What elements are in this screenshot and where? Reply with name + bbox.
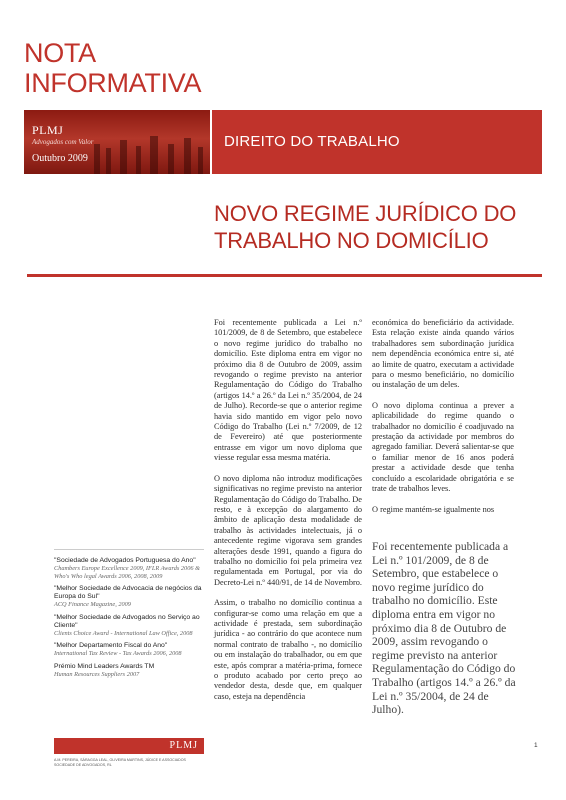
page-number: 1 bbox=[534, 742, 538, 749]
title-divider bbox=[27, 274, 542, 277]
award-title: "Sociedade de Advogados Portuguesa do Ano" bbox=[54, 557, 196, 564]
award-item bbox=[54, 663, 204, 679]
awards-divider bbox=[54, 549, 204, 550]
award-item bbox=[54, 642, 204, 658]
award-source: Human Resources Suppliers 2007 bbox=[54, 670, 140, 678]
award-item bbox=[54, 585, 204, 609]
article-column-2 bbox=[372, 318, 514, 525]
article-title-line2: TRABALHO NO DOMICÍLIO bbox=[214, 228, 489, 253]
award-title: "Melhor Departamento Fiscal do Ano" bbox=[54, 642, 168, 650]
banner-photo bbox=[24, 110, 210, 174]
paragraph: O novo diploma continua a prever a aplicabilidade do regime quando o trabalhador no domicílio é coadjuvado na prestação da actividade por membros do agregado familiar. Deverá salientar-se que o familiar menor de 16 anos poderá prestar a actividade desde que tenha concluído a escolaridade obrigatória e se trate de trabalhos leves. bbox=[372, 400, 514, 494]
issue-date: Outubro 2009 bbox=[32, 153, 88, 164]
awards-list bbox=[54, 557, 204, 684]
newsletter-title-line2: INFORMATIVA bbox=[24, 68, 202, 98]
award-title: Prémio Mind Leaders Awards TM bbox=[54, 662, 155, 670]
footer-firm-name bbox=[54, 758, 224, 768]
award-item bbox=[54, 557, 204, 580]
paragraph: O regime mantém-se igualmente nos bbox=[372, 504, 495, 514]
article-column-1 bbox=[214, 318, 362, 712]
section-bar bbox=[212, 110, 542, 174]
paragraph: económica do beneficiário da actividade. Esta relação existe ainda quando vários trabalhadores sem subordinação jurídica nem dependência económica entre si, até ao limite de quatro, executam a actividade para o mesmo beneficiário, no domicílio ou instalação de um deles. bbox=[372, 318, 514, 390]
newsletter-title bbox=[24, 38, 244, 98]
brand-logo-text: PLMJ bbox=[32, 123, 64, 137]
award-source: Clients Choice Award - International Law Office, 2008 bbox=[54, 629, 193, 637]
award-title: "Melhor Sociedade de Advogados no Serviço ao Cliente" bbox=[54, 613, 200, 629]
newsletter-title-line1: NOTA bbox=[24, 38, 96, 68]
paragraph: Foi recentemente publicada a Lei n.º 101/2009, de 8 de Setembro, que estabelece o novo regime jurídico do trabalho no domicílio. Este diploma entra em vigor no próximo dia 8 de Outubro de 2009, assim revogando o regime previsto na anterior Regulamentação do Código do Trabalho (artigos 14.º a 26.º da Lei n.º 35/2004, de 24 de Julho). Recorde-se que o anterior regime havia sido mantido em vigor pelo novo Código do Trabalho (Lei n.º 7/2009, de 12 de Fevereiro) até que posteriormente entrasse em vigor um novo diploma que viesse regular essa mesma matéria. bbox=[214, 318, 362, 463]
firm-name-line2: SOCIEDADE DE ADVOGADOS, RL bbox=[54, 763, 112, 767]
section-title: DIREITO DO TRABALHO bbox=[224, 133, 400, 150]
footer-logo-bar bbox=[54, 738, 204, 754]
brand-tagline: Advogados com Valor bbox=[32, 138, 94, 146]
footer-logo: PLMJ bbox=[169, 740, 198, 751]
paragraph: O novo diploma não introduz modificações significativas no regime previsto na anterior Regulamentação do Código do Trabalho. De resto, e à excepção do alargamento do âmbito de aplicação desta modalidade de trabalho às actividades intelectuais, já o antecedente regime vigorava sem grandes alterações desde 1991, quando a figura do trabalho no domicílio foi pela primeira vez regulamentada em Portugal, por via do Decreto-Lei n.º 440/91, de 14 de Novembro. bbox=[214, 473, 362, 587]
award-title: "Melhor Sociedade de Advocacia de negócios da Europa do Sul" bbox=[54, 585, 202, 601]
award-source: International Tax Review - Tax Awards 2006, 2008 bbox=[54, 650, 182, 658]
firm-name-line1: A.M. PEREIRA, SÁRAGGA LEAL, OLIVEIRA MARTINS, JÚDICE E ASSOCIADOS bbox=[54, 758, 186, 762]
award-item bbox=[54, 614, 204, 638]
award-source: ACQ Finance Magazine, 2009 bbox=[54, 601, 131, 609]
article-title-line1: NOVO REGIME JURÍDICO DO bbox=[214, 201, 517, 226]
header-banner bbox=[24, 110, 542, 174]
paragraph: Assim, o trabalho no domicílio continua a configurar-se como uma relação em que a actividade é prestada, sem subordinação jurídica - ao contrário do que acontece num normal contrato de trabalho -, no domicílio ou em instalação do trabalhador, ou em que este, após comprar a matéria-prima, fornece o produto acabado por certo preço ao vendedor desta, desde que, em qualquer caso, esteja na dependência bbox=[214, 598, 362, 701]
award-source: Chambers Europe Excellence 2009, IFLR Awards 2006 & Who's Who legal Awards 2006, 2008, 2009 bbox=[54, 565, 200, 580]
pull-quote: Foi recentemente publicada a Lei n.º 101/2009, de 8 de Setembro, que estabelece o novo regime jurídico do trabalho no domicílio. Este diploma entra em vigor no próximo dia 8 de Outubro de 2009, assim revogando o regime previsto na anterior Regulamentação do Código do Trabalho (artigos 14.º a 26.º da Lei n.º 35/2004, de 24 de Julho). bbox=[372, 540, 516, 717]
article-title bbox=[214, 200, 544, 254]
